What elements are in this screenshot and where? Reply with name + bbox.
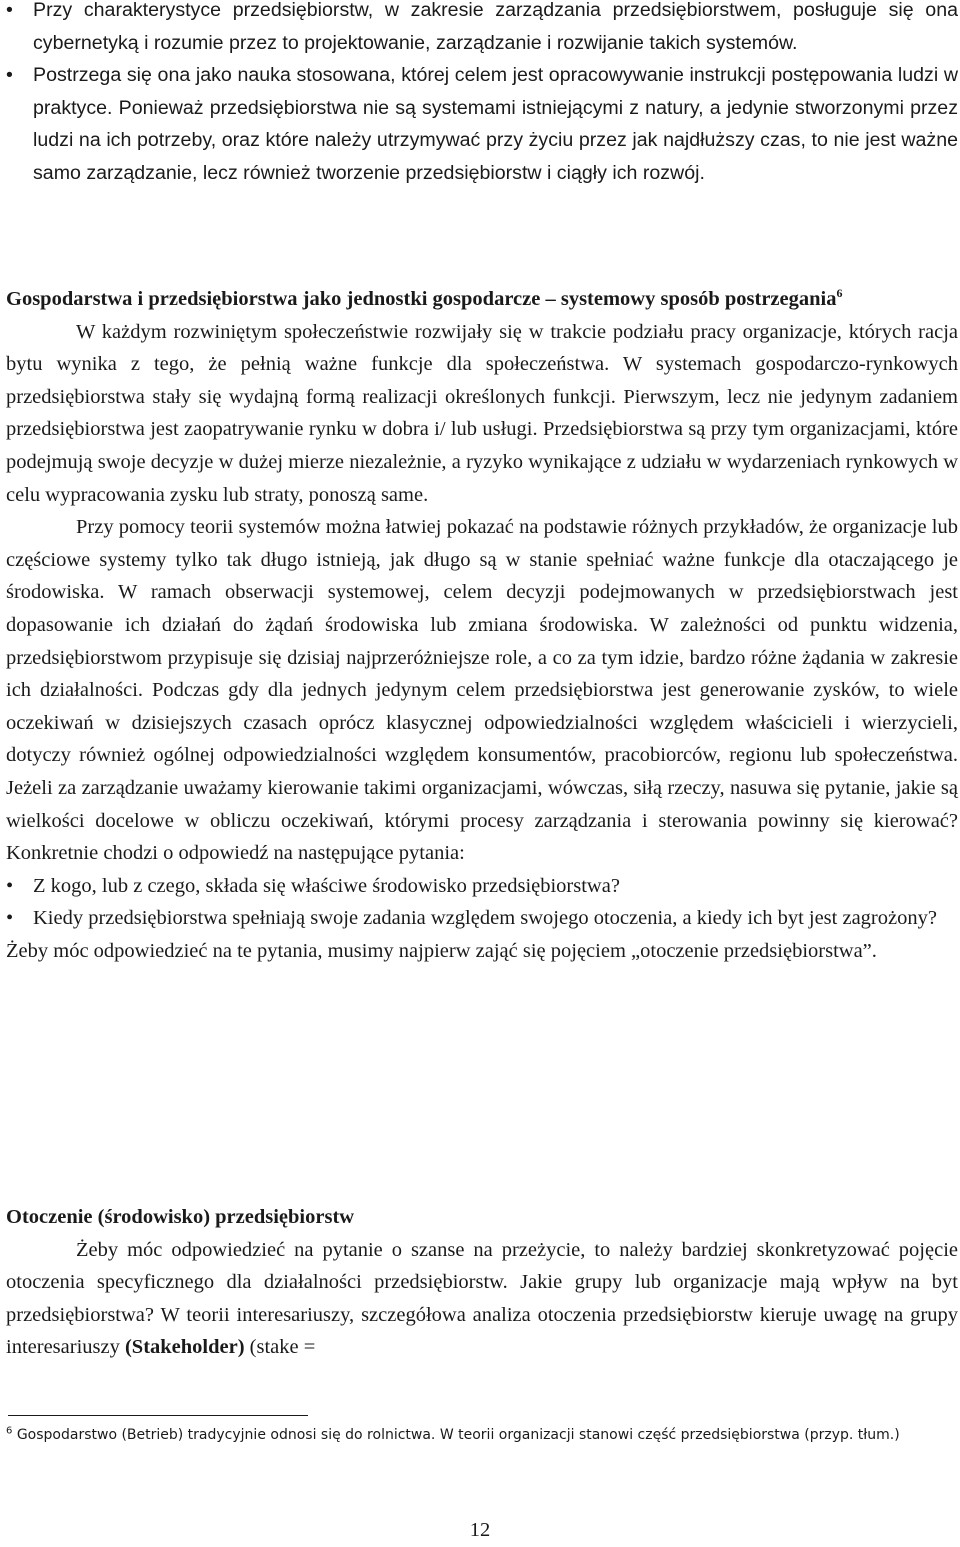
bullet-dot-icon: •	[6, 907, 14, 930]
top-bullet-list	[6, 0, 958, 190]
bullet-text: Przy charakterystyce przedsiębiorstw, w zakresie zarządzania przedsiębiorstwem, posługuje się ona cybernetyką i rozumie przez to projektowanie, zarządzanie i rozwijanie takich systemów.	[33, 0, 958, 54]
list-item	[6, 870, 958, 903]
question-text: Kiedy przedsiębiorstwa spełniają swoje zadania względem swojego otoczenia, a kiedy ich byt jest zagrożony?	[33, 907, 937, 930]
section-systemic-view	[6, 283, 958, 967]
section-heading: Gospodarstwa i przedsiębiorstwa jako jednostki gospodarcze – systemowy sposób postrzegania$^6$	[6, 286, 843, 310]
list-item	[6, 59, 958, 189]
top-bullet-list-block	[6, 0, 958, 190]
bullet-text: Postrzega się ona jako nauka stosowana, której celem jest opracowywanie instrukcji postępowania ludzi w praktyce. Ponieważ przedsiębiorstwa nie są systemami istniejącymi z natury, a jedynie stworzonymi przez ludzi na ich potrzeby, oraz które należy utrzymywać przy życiu przez jak najdłuższy czas, to nie jest ważne samo zarządzanie, lecz również tworzenie przedsiębiorstw i ciągły ich rozwój.	[33, 64, 958, 184]
page-number: 12	[469, 1519, 491, 1541]
question-text: Z kogo, lub z czego, składa się właściwe środowisko przedsiębiorstwa?	[33, 874, 620, 897]
question-list	[6, 870, 958, 935]
bullet-dot-icon: •	[6, 64, 13, 87]
paragraph: W każdym rozwiniętym społeczeństwie rozwijały się w trakcie podziału pracy organizacje, których racja bytu wynika z tego, że pełnią ważne funkcje dla społeczeństwa. W systemach gospodarczo-rynkowych przedsiębiorstwa stały się wydajną formą realizacji określonych funkcji. Pierwszym, lecz nie jedynym zadaniem przedsiębiorstwa jest zaopatrywanie rynku w dobra i/ lub usługi. Przedsiębiorstwa są przy tym organizacjami, które podejmują swoje decyzje w dużej mierze niezależnie, a ryzyko wynikające z udziału w wydarzeniach rynkowych w celu wypracowania zysku lub straty, ponoszą same.	[6, 320, 958, 506]
paragraph: Przy pomocy teorii systemów można łatwiej pokazać na podstawie różnych przykładów, że organizacje lub częściowe systemy tylko tak długo istnieją, jak długo są w stanie spełniać ważne funkcje dla otaczającego je środowiska. W ramach obserwacji systemowej, celem decyzji podejmowanych w przedsiębiorstwach jest dopasowanie ich działań do żądań środowiska lub zmiana środowiska. W zależności od punktu widzenia, przedsiębiorstwom przypisuje się dzisiaj najprzeróżniejsze role, a co za tym idzie, bardzo różne żądania w zakresie ich działalności. Podczas gdy dla jednych jedynym celem przedsiębiorstwa jest generowanie zysków, to wiele oczekiwań w dzisiejszych czasach oprócz klasycznej odpowiedzialności względem właścicieli i wierzycieli, dotyczy również ogólnej odpowiedzialności względem konsumentów, pracobiorców, regionu lub społeczeństwa. Jeżeli za zarządzanie uważamy kierowanie takimi organizacjami, wówczas, siłą rzeczy, nasuwa się pytanie, jakie są wielkości docelowe w obliczu oczekiwań, którymi procesy zarządzania i sterowania powinny się kierować? Konkretnie chodzi o odpowiedź na następujące pytania:	[6, 516, 958, 865]
footnote	[6, 1424, 958, 1446]
paragraph: Żeby móc odpowiedzieć na pytanie o szanse na przeżycie, to należy bardziej skonkretyzować pojęcie otoczenia specyficznego dla działalności przedsiębiorstw. Jakie grupy lub organizacje mają wpływ na byt przedsiębiorstwa? W teorii interesariuszy, szczegółowa analiza otoczenia przedsiębiorstw kieruje uwagę na grupy interesariuszy (Stakeholder) (stake =	[6, 1238, 958, 1359]
list-item	[6, 902, 958, 935]
footnote-text: Gospodarstwo (Betrieb) tradycyjnie odnosi się do rolnictwa. W teorii organizacji stanowi część przedsiębiorstwa (przyp. tłum.)	[16, 1427, 900, 1443]
list-item	[6, 0, 958, 59]
footnote-marker: 6	[6, 1425, 13, 1437]
bullet-dot-icon: •	[6, 0, 13, 21]
section-heading: Otoczenie (środowisko) przedsiębiorstw	[6, 1206, 355, 1228]
bullet-dot-icon: •	[6, 874, 14, 897]
section-environment	[6, 1201, 958, 1364]
bold-term: (Stakeholder)	[124, 1336, 245, 1359]
footnote-reference: 6	[836, 286, 843, 301]
paragraph: Żeby móc odpowiedzieć na te pytania, musimy najpierw zająć się pojęciem „otoczenie przedsiębiorstwa”.	[6, 939, 877, 962]
footnote-divider	[8, 1415, 308, 1416]
